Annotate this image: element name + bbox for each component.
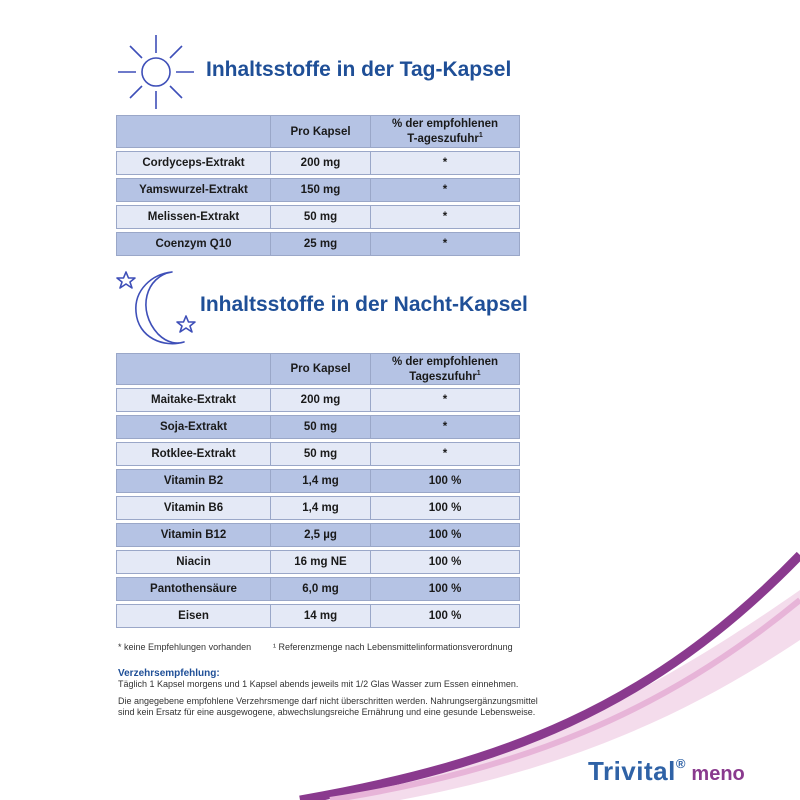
ingredient-rda: 100 % (371, 604, 520, 628)
consumption-advice (118, 668, 548, 724)
ingredient-amount: 200 mg (271, 151, 371, 175)
night-section-title: Inhaltsstoffe in der Nacht-Kapsel (200, 293, 528, 316)
table-row (116, 550, 520, 574)
header-per-capsule: Pro Kapsel (271, 115, 371, 148)
night-ingredients-table (116, 350, 520, 631)
ingredient-name: Pantothensäure (116, 577, 271, 601)
header-ingredient (116, 353, 271, 385)
ingredient-name: Melissen-Extrakt (116, 205, 271, 229)
ingredient-amount: 1,4 mg (271, 496, 371, 520)
ingredient-rda: * (371, 178, 520, 202)
ingredient-amount: 2,5 µg (271, 523, 371, 547)
ingredient-rda: * (371, 415, 520, 439)
table-row (116, 151, 520, 175)
ingredient-amount: 25 mg (271, 232, 371, 256)
ingredient-name: Vitamin B6 (116, 496, 271, 520)
ingredient-name: Maitake-Extrakt (116, 388, 271, 412)
ingredient-name: Yamswurzel-Extrakt (116, 178, 271, 202)
ingredient-name: Eisen (116, 604, 271, 628)
table-row (116, 496, 520, 520)
footnotes (118, 642, 513, 652)
ingredient-amount: 16 mg NE (271, 550, 371, 574)
ingredient-rda: * (371, 442, 520, 466)
ingredient-name: Soja-Extrakt (116, 415, 271, 439)
advice-disclaimer: Die angegebene empfohlene Verzehrsmenge darf nicht überschritten werden. Nahrungsergänzungsmittel sind kein Ersatz für eine ausgewogene, abwechslungsreiche Ernährung und eine gesunde Lebensweise. (118, 696, 538, 717)
brand-name: Trivital (588, 756, 676, 786)
sun-icon (118, 33, 194, 111)
ingredient-rda: 100 % (371, 523, 520, 547)
ingredient-name: Niacin (116, 550, 271, 574)
ingredient-name: Vitamin B2 (116, 469, 271, 493)
ingredient-rda: 100 % (371, 577, 520, 601)
ingredient-rda: 100 % (371, 496, 520, 520)
advice-heading: Verzehrsempfehlung: (118, 668, 220, 679)
header-ingredient (116, 115, 271, 148)
ingredient-amount: 1,4 mg (271, 469, 371, 493)
registered-mark: ® (675, 756, 686, 771)
footnote-reference: ¹ Referenzmenge nach Lebensmittelinformationsverordnung (273, 642, 513, 652)
table-header-row (116, 115, 520, 148)
day-section-title: Inhaltsstoffe in der Tag-Kapsel (206, 58, 512, 81)
ingredient-name: Cordyceps-Extrakt (116, 151, 271, 175)
day-ingredients-table (116, 112, 520, 259)
ingredient-rda: * (371, 151, 520, 175)
ingredient-name: Rotklee-Extrakt (116, 442, 271, 466)
ingredient-rda: 100 % (371, 550, 520, 574)
table-row (116, 178, 520, 202)
brand-subline: meno (691, 763, 745, 785)
table-row (116, 205, 520, 229)
brand-logo (588, 756, 745, 787)
ingredient-name: Coenzym Q10 (116, 232, 271, 256)
table-row (116, 604, 520, 628)
table-row (116, 415, 520, 439)
header-rda: % der empfohlenen Tageszufuhr$^1$ (371, 353, 520, 385)
table-row (116, 388, 520, 412)
header-rda: % der empfohlenen T-ageszufuhr$^1$ (371, 115, 520, 148)
table-row (116, 469, 520, 493)
footnote-star: * keine Empfehlungen vorhanden (118, 642, 252, 652)
ingredient-rda: * (371, 232, 520, 256)
table-row (116, 577, 520, 601)
ingredient-rda: * (371, 388, 520, 412)
ingredient-amount: 150 mg (271, 178, 371, 202)
ingredient-amount: 50 mg (271, 442, 371, 466)
ingredient-amount: 14 mg (271, 604, 371, 628)
table-row (116, 442, 520, 466)
ingredient-amount: 50 mg (271, 415, 371, 439)
ingredient-rda: 100 % (371, 469, 520, 493)
header-per-capsule: Pro Kapsel (271, 353, 371, 385)
ingredient-amount: 200 mg (271, 388, 371, 412)
moon-stars-icon (114, 268, 202, 348)
ingredient-amount: 50 mg (271, 205, 371, 229)
table-row (116, 523, 520, 547)
advice-dosage: Täglich 1 Kapsel morgens und 1 Kapsel abends jeweils mit 1/2 Glas Wasser zum Essen einnehmen. (118, 679, 519, 689)
table-header-row (116, 353, 520, 385)
table-row (116, 232, 520, 256)
ingredient-amount: 6,0 mg (271, 577, 371, 601)
ingredient-name: Vitamin B12 (116, 523, 271, 547)
ingredient-rda: * (371, 205, 520, 229)
